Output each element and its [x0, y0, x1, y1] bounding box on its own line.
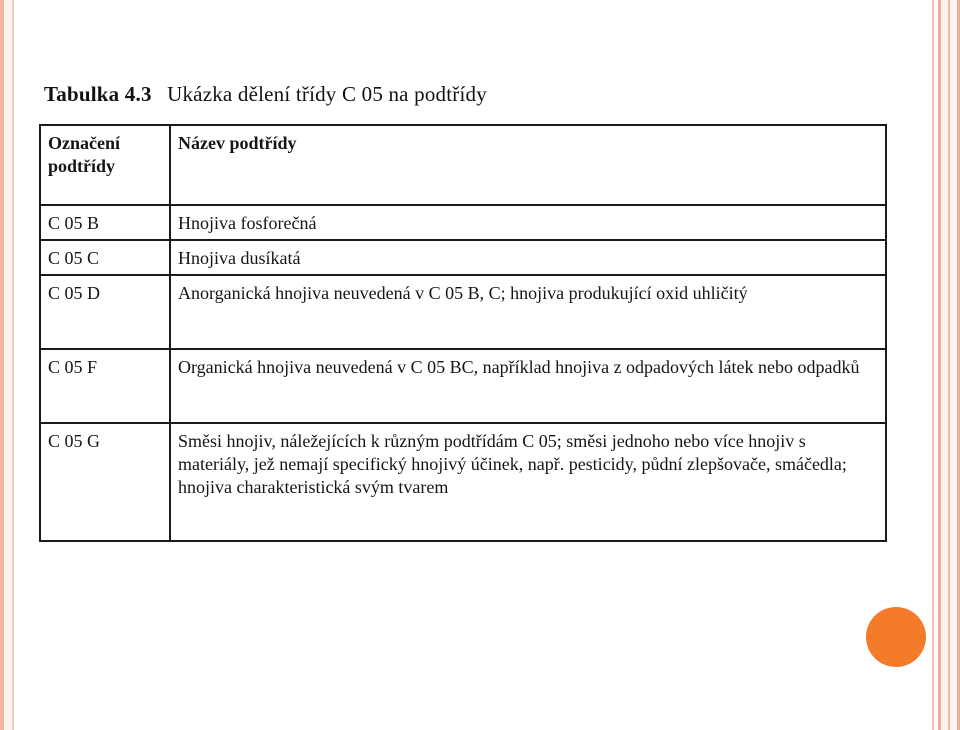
row-code: C 05 C — [40, 240, 170, 275]
row-name: Anorganická hnojiva neuvedená v C 05 B, C; hnojiva produkující oxid uhličitý — [170, 275, 886, 349]
table-row — [40, 240, 886, 275]
slide-border-right — [924, 0, 960, 730]
subclass-table — [39, 124, 887, 542]
row-code: C 05 F — [40, 349, 170, 423]
caption-text: Ukázka dělení třídy C 05 na podtřídy — [167, 82, 487, 106]
table-header-row — [40, 125, 886, 205]
row-code: C 05 G — [40, 423, 170, 541]
accent-dot — [866, 607, 926, 667]
row-name: Organická hnojiva neuvedená v C 05 BC, například hnojiva z odpadových látek nebo odpadků — [170, 349, 886, 423]
table-row — [40, 349, 886, 423]
border-stripe — [948, 0, 960, 730]
header-code: Označení podtřídy — [40, 125, 170, 205]
table-caption — [44, 82, 487, 107]
header-name: Název podtřídy — [170, 125, 886, 205]
table-row — [40, 275, 886, 349]
row-name: Hnojiva dusíkatá — [170, 240, 886, 275]
row-name: Hnojiva fosforečná — [170, 205, 886, 240]
row-code: C 05 D — [40, 275, 170, 349]
border-stripe — [938, 0, 948, 730]
table-row — [40, 423, 886, 541]
row-name: Směsi hnojiv, náležejících k různým podtřídám C 05; směsi jednoho nebo více hnojiv s materiály, jež nemají specifický hnojivý účinek, např. pesticidy, půdní zlepšovače, smáčedla; hnojiva charakteristická svým tvarem — [170, 423, 886, 541]
table-row — [40, 205, 886, 240]
caption-label: Tabulka 4.3 — [44, 82, 152, 106]
row-code: C 05 B — [40, 205, 170, 240]
slide-border-left — [0, 0, 14, 730]
